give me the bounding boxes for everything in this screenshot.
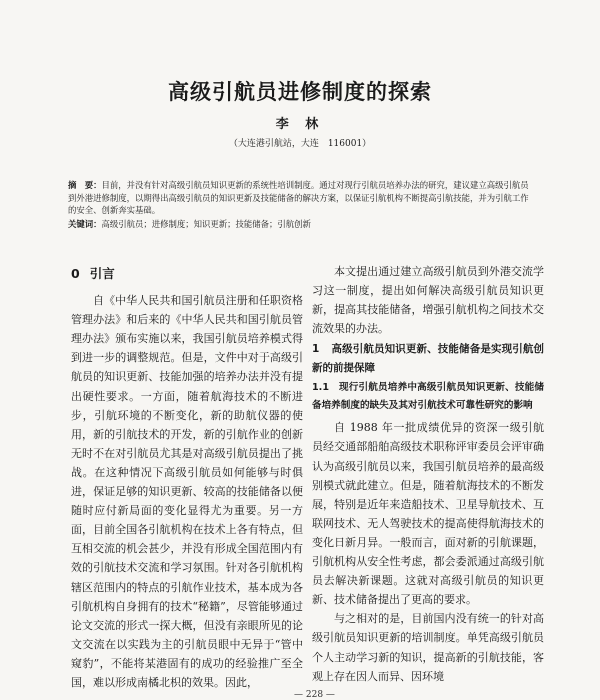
section-0-number: 0 (71, 266, 80, 281)
section-0-heading (71, 264, 303, 283)
abstract-paragraph (68, 179, 534, 217)
section-0-paragraph: 自《中华人民共和国引航员注册和任职资格管理办法》和后来的《中华人民共和国引航员管理办法》颁布实施以来，我国引航员培养模式得到进一步的调整规范。但是，文件中对于高级引航员的知识更新、技能加强的培养办法并没有提出硬性要求。一方面，随着航海技术的不断进步，引航环境的不断变化，新的助航仪器的使用，新的引航技术的开发，新的引航作业的创新无时不在对引航员尤其是对高级引航员提出了挑战。在这种情况下高级引航员如何能够与时俱进，保证足够的知识更新、较高的技能储备以便随时应付新局面的变化显得尤为重要。另一方面，目前全国各引航机构在技术上各有特点，但互相交流的机会甚少，并没有形成全国范围内有效的引航技术交流和学习氛围。针对各引航机构辖区范围内的特点的引航作业技术，基本成为各引航机构自身拥有的技术“秘籍”，尽管能够通过论文交流的形式一探大概，但没有亲眼所见的论文交流在以实践为主的引航员眼中无异于“管中窥豹”，不能将某港固有的成功的经验推广至全国，难以形成南橘北枳的效果。因此， (71, 294, 303, 689)
keywords-label: 关键词： (68, 218, 102, 229)
section-1-paragraph-2: 与之相对的是，目前国内没有统一的针对高级引航员知识更新的培训制度。单凭高级引航员个人主动学习新的知识，提高新的引航技能，客观上存在因人而异、因环境 (312, 612, 544, 683)
section-1-number: 1 (312, 343, 320, 356)
section-1-paragraph-1: 自 1988 年一批成绩优异的资深一级引航员经交通部船舶高级技术职称评审委员会评审确认为高级引航员以来，我国引航员培养的最高级别模式就此建立。但是，随着航海技术的不断发展，特别是近年来造船技术、卫星导航技术、互联网技术、无人驾驶技术的提高使得航海技术的变化日新月异。一般而言，面对新的引航课题，引航机构从安全性考虑，都会委派通过高级引航员去解决新课题。这就对高级引航员的知识更新、技术储备提出了更高的要求。 (312, 421, 544, 607)
author-name: 李 林 (275, 117, 325, 132)
left-column (71, 264, 303, 692)
paper-title: 高级引航员进修制度的探索 (168, 80, 432, 104)
subsection-1-1-heading: 1.1 现行引航员培养中高级引航员知识更新、技能储备培养制度的缺失及其对引航技术可靠性研究的影响 (312, 382, 544, 412)
section-1-heading (312, 340, 544, 377)
abstract-label: 摘 要： (68, 180, 102, 190)
keywords-line (68, 218, 534, 231)
abstract-text: 目前，并没有针对高级引航员知识更新的系统性培训制度。通过对现行引航员培养办法的研究，建议建立高级引航员到外港进修制度，以期得出高级引航员的知识更新及技能储备的解决方案，以保证引航机构不断提高引航技能，并为引航工作的安全、创新奔实基础。 (68, 180, 529, 216)
keywords-text: 高级引航员；进修制度；知识更新；技能储备；引航创新 (101, 218, 311, 229)
affiliation: （大连港引航站，大连 116001） (228, 139, 372, 149)
intro-paragraph: 本文提出通过建立高级引航员到外港交流学习这一制度，提出如何解决高级引航员知识更新，提高其技能储备，增强引航机构之间技术交流效果的办法。 (312, 265, 544, 336)
right-column (312, 262, 544, 686)
page-number: — 228 — (294, 690, 335, 700)
abstract-block (68, 179, 534, 230)
section-0-title: 引言 (89, 266, 115, 281)
section-1-title: 高级引航员知识更新、技能储备是实现引航创新的前提保障 (312, 343, 544, 374)
